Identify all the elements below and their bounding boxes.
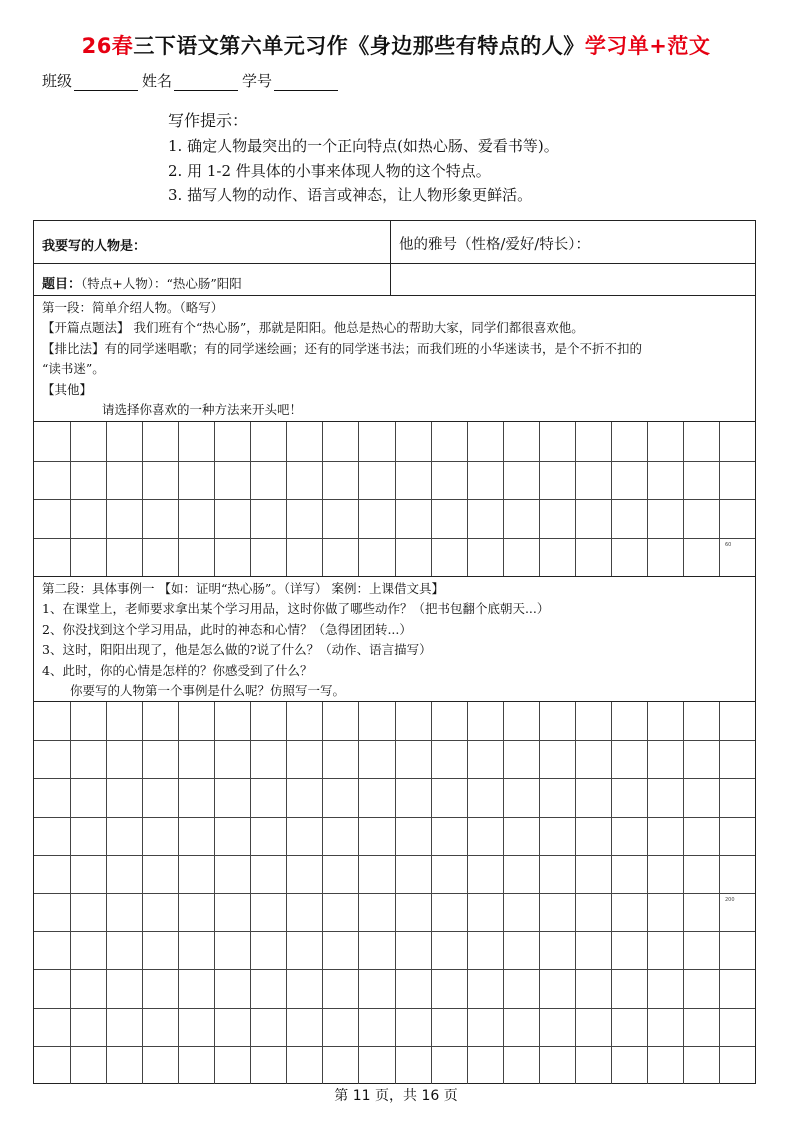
topic-row bbox=[34, 264, 755, 296]
grid-col-line bbox=[142, 702, 143, 1084]
topic-label: 题目： bbox=[42, 277, 82, 292]
number-field[interactable] bbox=[274, 76, 338, 91]
grid-col-line bbox=[575, 422, 576, 576]
nickname-cell[interactable] bbox=[391, 221, 755, 263]
word-count-marker: 60 bbox=[725, 542, 732, 548]
section1-heading: 第一段：简单介绍人物。（略写） bbox=[42, 300, 224, 315]
grid-col-line bbox=[395, 422, 396, 576]
grid-col-line bbox=[719, 702, 720, 1084]
worksheet-table bbox=[33, 220, 756, 1084]
section2-text bbox=[34, 576, 755, 702]
grid-col-line bbox=[250, 422, 251, 576]
grid-col-line bbox=[431, 702, 432, 1084]
grid-col-line bbox=[719, 422, 720, 576]
grid-col-line bbox=[250, 702, 251, 1084]
grid-col-line bbox=[395, 702, 396, 1084]
topic-blank-cell[interactable] bbox=[391, 264, 755, 295]
grid-col-line bbox=[611, 702, 612, 1084]
grid-col-line bbox=[214, 422, 215, 576]
grid-col-line bbox=[106, 702, 107, 1084]
grid-col-line bbox=[503, 422, 504, 576]
grid-col-line bbox=[611, 422, 612, 576]
grid-col-line bbox=[575, 702, 576, 1084]
grid-col-line bbox=[503, 702, 504, 1084]
number-label: 学号 bbox=[242, 72, 273, 90]
writing-grid-2[interactable] bbox=[34, 702, 755, 1084]
section1-prompt: 请选择你喜欢的一种方法来开头吧！ bbox=[102, 402, 303, 417]
section1-line: 【排比法】有的同学迷唱歌；有的同学迷绘画；还有的同学迷书法；而我们班的小华迷读书，是个不折不扣的 bbox=[42, 341, 643, 356]
tips-heading: 写作提示： bbox=[168, 111, 249, 130]
grid-col-line bbox=[647, 702, 648, 1084]
title-suffix: 学习单+范文 bbox=[584, 34, 711, 58]
name-label: 姓名 bbox=[142, 72, 173, 90]
section1-text bbox=[34, 296, 755, 422]
person-cell[interactable] bbox=[34, 221, 391, 263]
grid-col-line bbox=[322, 422, 323, 576]
grid-col-line bbox=[70, 702, 71, 1084]
grid-col-line bbox=[539, 422, 540, 576]
grid-col-line bbox=[286, 422, 287, 576]
name-field[interactable] bbox=[174, 76, 238, 91]
section1-line: 【开篇点题法】 我们班有个“热心肠”，那就是阳阳。他总是热心的帮助大家，同学们都很喜欢他。 bbox=[42, 320, 584, 335]
class-label: 班级 bbox=[42, 72, 73, 90]
topic-cell bbox=[34, 264, 391, 295]
title-prefix: 26春 bbox=[81, 34, 134, 58]
grid-col-line bbox=[322, 702, 323, 1084]
section2-heading: 第二段：具体事例一 【如：证明“热心肠”。（详写） 案例：上课借文具】 bbox=[42, 581, 444, 596]
nickname-label: 他的雅号（性格/爱好/特长）： bbox=[399, 237, 591, 253]
grid-col-line bbox=[539, 702, 540, 1084]
section2-question: 2、你没找到这个学习用品，此时的神态和心情？（急得团团转...） bbox=[42, 622, 412, 637]
tip-item: 1. 确定人物最突出的一个正向特点(如热心肠、爱看书等)。 bbox=[168, 137, 559, 155]
grid-col-line bbox=[178, 702, 179, 1084]
grid-col-line bbox=[70, 422, 71, 576]
section2-question: 1、在课堂上，老师要求拿出某个学习用品，这时你做了哪些动作？（把书包翻个底朝天...） bbox=[42, 601, 550, 616]
grid-col-line bbox=[683, 702, 684, 1084]
student-info bbox=[42, 70, 342, 91]
word-count-marker: 200 bbox=[725, 897, 735, 903]
grid-col-line bbox=[358, 702, 359, 1084]
topic-value: （特点+人物）：“热心肠”阳阳 bbox=[81, 276, 242, 291]
person-label: 我要写的人物是： bbox=[42, 239, 147, 254]
section1-line: 【其他】 bbox=[42, 382, 93, 397]
title-main: 三下语文第六单元习作《身边那些有特点的人》 bbox=[133, 34, 585, 58]
page-title bbox=[0, 30, 792, 60]
grid-col-line bbox=[142, 422, 143, 576]
grid-col-line bbox=[467, 702, 468, 1084]
grid-col-line bbox=[683, 422, 684, 576]
person-row bbox=[34, 221, 755, 264]
grid-col-line bbox=[431, 422, 432, 576]
grid-col-line bbox=[214, 702, 215, 1084]
section2-question: 4、此时，你的心情是怎样的？你感受到了什么？ bbox=[42, 663, 313, 678]
grid-col-line bbox=[286, 702, 287, 1084]
section1-line: “读书迷”。 bbox=[42, 361, 105, 376]
page-number: 第 11 页，共 16 页 bbox=[334, 1088, 458, 1104]
writing-grid-1[interactable] bbox=[34, 422, 755, 576]
tip-item: 2. 用 1-2 件具体的小事来体现人物的这个特点。 bbox=[168, 162, 491, 180]
section2-prompt: 你要写的人物第一个事例是什么呢？仿照写一写。 bbox=[70, 683, 346, 698]
grid-col-line bbox=[358, 422, 359, 576]
section2-question: 3、这时，阳阳出现了，他是怎么做的?说了什么？（动作、语言描写） bbox=[42, 642, 432, 657]
class-field[interactable] bbox=[74, 76, 138, 91]
grid-col-line bbox=[647, 422, 648, 576]
grid-col-line bbox=[178, 422, 179, 576]
tip-item: 3. 描写人物的动作、语言或神态，让人物形象更鲜活。 bbox=[168, 186, 533, 204]
grid-col-line bbox=[467, 422, 468, 576]
grid-col-line bbox=[106, 422, 107, 576]
